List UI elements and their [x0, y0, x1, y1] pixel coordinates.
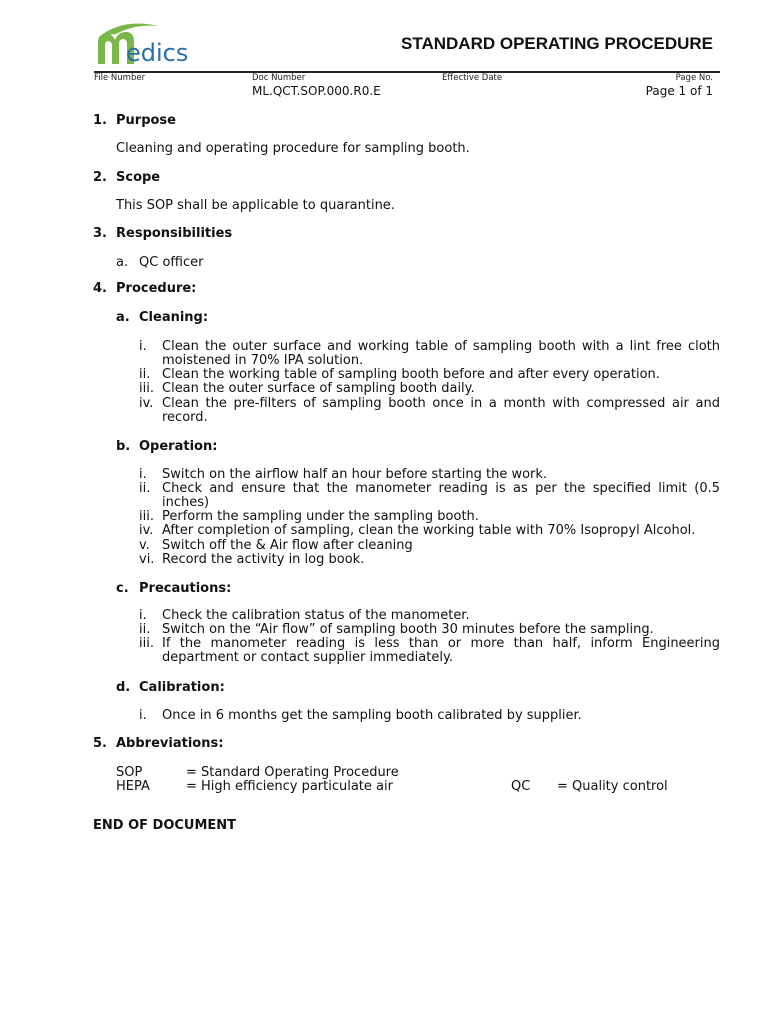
scope-text: This SOP shall be applicable to quarantine.: [116, 198, 395, 213]
list-item: Switch off the & Air flow after cleaning: [162, 538, 413, 553]
list-item: Clean the pre-filters of sampling booth once in a month with compressed air and record.: [162, 396, 720, 425]
abbr-definition: = Quality control: [557, 779, 668, 794]
list-item: Switch on the “Air flow” of sampling booth 30 minutes before the sampling.: [162, 622, 654, 637]
item-numeral: v.: [139, 538, 150, 553]
abbr-definition: = Standard Operating Procedure: [186, 765, 399, 780]
header-divider: [94, 71, 720, 73]
section-number: 3.: [93, 226, 107, 241]
section-number: 2.: [93, 170, 107, 185]
doc-number-label: Doc Number: [252, 73, 306, 83]
responsibility-item: QC officer: [139, 255, 204, 270]
subsection-title-calibration: Calibration:: [139, 680, 225, 695]
subsection-letter: d.: [116, 680, 131, 695]
item-numeral: iii.: [139, 509, 154, 524]
item-numeral: vi.: [139, 552, 155, 567]
page-value: Page 1 of 1: [645, 84, 713, 98]
end-of-document: END OF DOCUMENT: [93, 818, 237, 833]
subsection-title-precautions: Precautions:: [139, 581, 232, 596]
item-numeral: iii.: [139, 636, 154, 651]
abbr-term: QC: [511, 779, 531, 794]
item-numeral: iii.: [139, 381, 154, 396]
list-item: Clean the outer surface and working table of sampling booth with a lint free cloth moistened in 70% IPA solution.: [162, 339, 720, 368]
item-numeral: i.: [139, 708, 147, 723]
section-title-abbreviations: Abbreviations:: [116, 736, 224, 751]
item-numeral: iv.: [139, 396, 154, 411]
list-item: Record the activity in log book.: [162, 552, 365, 567]
section-title-procedure: Procedure:: [116, 281, 197, 296]
section-number: 1.: [93, 113, 107, 128]
item-numeral: ii.: [139, 622, 151, 637]
subsection-letter: c.: [116, 581, 129, 596]
purpose-text: Cleaning and operating procedure for sampling booth.: [116, 141, 470, 156]
section-number: 4.: [93, 281, 107, 296]
subsection-title-cleaning: Cleaning:: [139, 310, 209, 325]
item-numeral: ii.: [139, 481, 151, 496]
subsection-title-operation: Operation:: [139, 439, 218, 454]
document-title: STANDARD OPERATING PROCEDURE: [401, 34, 713, 53]
list-item: After completion of sampling, clean the working table with 70% Isopropyl Alcohol.: [162, 523, 696, 538]
item-numeral: i.: [139, 339, 147, 354]
subsection-letter: b.: [116, 439, 131, 454]
abbr-term: SOP: [116, 765, 143, 780]
abbr-definition: = High efficiency particulate air: [186, 779, 393, 794]
list-item: Switch on the airflow half an hour before starting the work.: [162, 467, 548, 482]
item-numeral: ii.: [139, 367, 151, 382]
effective-date-label: Effective Date: [442, 73, 503, 83]
list-item: Check the calibration status of the manometer.: [162, 608, 470, 623]
item-numeral: i.: [139, 608, 147, 623]
doc-number-value: ML.QCT.SOP.000.R0.E: [252, 84, 381, 98]
list-item: Perform the sampling under the sampling booth.: [162, 509, 479, 524]
item-numeral: iv.: [139, 523, 154, 538]
company-logo: [94, 20, 234, 70]
abbr-term: HEPA: [116, 779, 150, 794]
section-title-purpose: Purpose: [116, 113, 176, 128]
file-number-label: File Number: [94, 73, 146, 83]
list-item: Clean the outer surface of sampling booth daily.: [162, 381, 475, 396]
list-item: Check and ensure that the manometer reading is as per the specified limit (0.5 inches): [162, 481, 720, 510]
list-item: If the manometer reading is less than or more than half, inform Engineering department or contact supplier immediately.: [162, 636, 720, 665]
section-number: 5.: [93, 736, 107, 751]
subsection-letter: a.: [116, 310, 130, 325]
list-letter: a.: [116, 255, 129, 270]
item-numeral: i.: [139, 467, 147, 482]
section-title-responsibilities: Responsibilities: [116, 226, 233, 241]
logo-text: edics: [126, 39, 189, 67]
page-no-label: Page No.: [675, 73, 713, 83]
list-item: Once in 6 months get the sampling booth calibrated by supplier.: [162, 708, 582, 723]
section-title-scope: Scope: [116, 170, 161, 185]
list-item: Clean the working table of sampling booth before and after every operation.: [162, 367, 660, 382]
